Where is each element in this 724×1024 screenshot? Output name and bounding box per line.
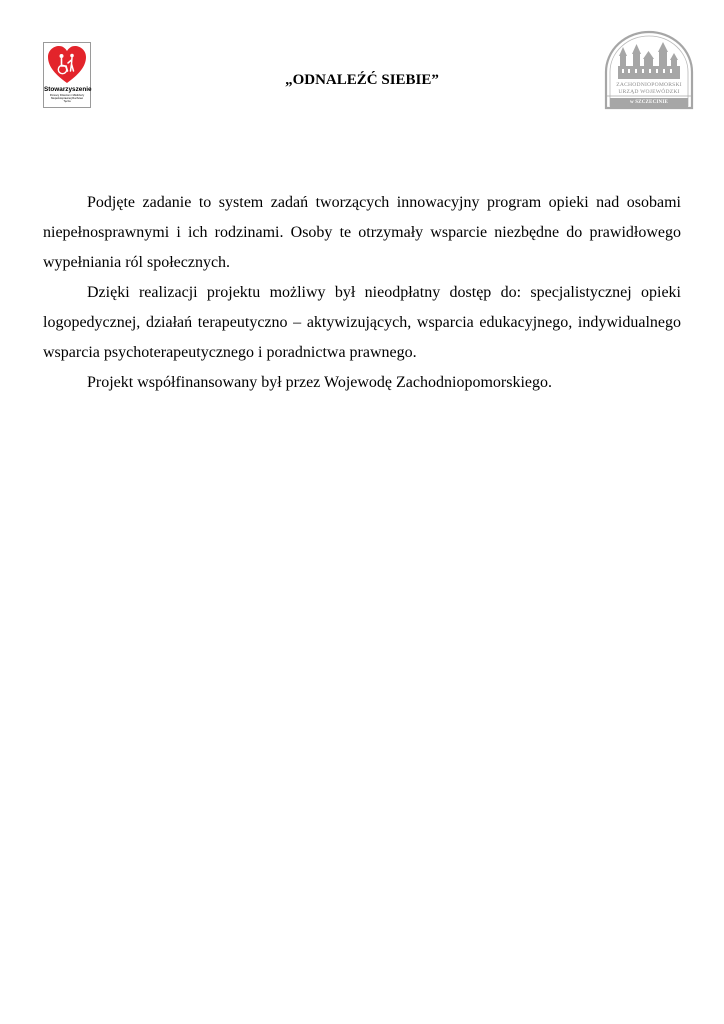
voivodeship-office-logo-line: w SZCZECINIE <box>629 100 669 105</box>
voivodeship-office-logo <box>604 30 694 112</box>
document-body <box>43 188 681 398</box>
body-paragraph: Projekt współfinansowany był przez Wojewodę Zachodniopomorskiego. <box>87 374 552 391</box>
page-title: „ODNALEŹĆ SIEBIE” <box>285 72 439 88</box>
voivodeship-office-logo-line: ZACHODNIOPOMORSKI <box>616 82 682 88</box>
association-logo-subtitle: Niepełnosprawnej Ruchowo <box>50 97 84 101</box>
association-logo-subtitle: Tęcza <box>63 100 71 104</box>
body-paragraph: Podjęte zadanie to system zadań tworzących innowacyjny program opieki nad osobami niepełnosprawnymi i ich rodzinami. Osoby te otrzymały wsparcie niezbędne do prawidłowego wypełniania ról społecznych. <box>43 194 681 271</box>
body-paragraph: Dzięki realizacji projektu możliwy był nieodpłatny dostęp do: specjalistycznej opieki logopedycznej, działań terapeutyczno – aktywizujących, wsparcia edukacyjnego, indywidualnego wsparcia psychoterapeutycznego i poradnictwa prawnego. <box>43 284 681 361</box>
voivodeship-office-logo-line: URZĄD WOJEWÓDZKI <box>618 89 680 95</box>
association-logo-subtitle: Pomocy Dzieciom i Młodzieży <box>49 94 85 97</box>
association-logo-title: Stowarzyszenie <box>44 86 92 93</box>
